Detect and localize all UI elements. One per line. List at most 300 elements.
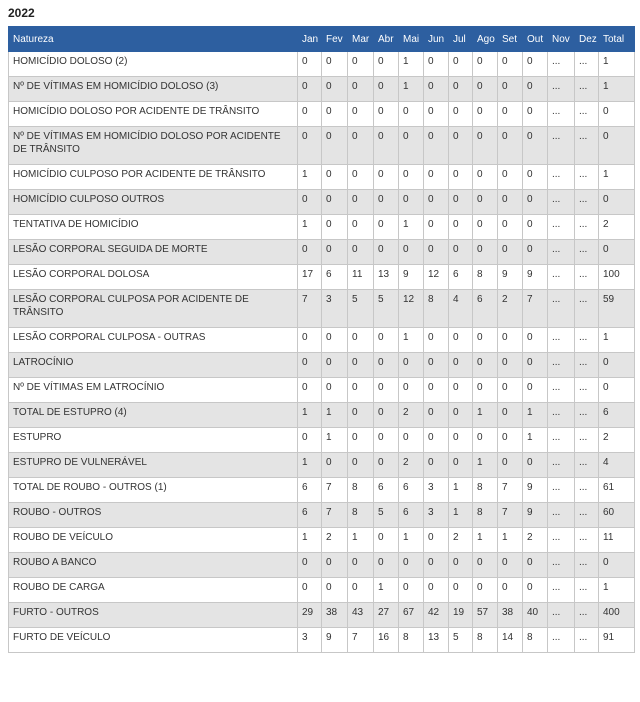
row-label: LESÃO CORPORAL CULPOSA POR ACIDENTE DE TRÂNSITO — [9, 290, 298, 328]
value-cell: 0 — [348, 453, 374, 478]
value-cell: 0 — [449, 378, 473, 403]
value-cell: 0 — [473, 428, 498, 453]
value-cell: 0 — [449, 240, 473, 265]
row-label: HOMICÍDIO DOLOSO POR ACIDENTE DE TRÂNSITO — [9, 102, 298, 127]
value-cell: 0 — [374, 77, 399, 102]
value-cell: 3 — [424, 478, 449, 503]
value-cell: 0 — [298, 77, 322, 102]
value-cell: 0 — [399, 378, 424, 403]
value-cell: 0 — [322, 102, 348, 127]
value-cell: 0 — [374, 102, 399, 127]
value-cell: 0 — [424, 578, 449, 603]
value-cell: 0 — [498, 240, 523, 265]
value-cell: ... — [575, 190, 599, 215]
value-cell: 2 — [449, 528, 473, 553]
row-label: HOMICÍDIO DOLOSO (2) — [9, 52, 298, 77]
value-cell: 0 — [449, 403, 473, 428]
value-cell: 100 — [599, 265, 635, 290]
table-row — [9, 353, 635, 378]
value-cell: 2 — [523, 528, 548, 553]
value-cell: 0 — [473, 77, 498, 102]
value-cell: 1 — [298, 453, 322, 478]
value-cell: 13 — [374, 265, 399, 290]
value-cell: 0 — [322, 215, 348, 240]
value-cell: 0 — [424, 52, 449, 77]
value-cell: 0 — [523, 77, 548, 102]
value-cell: ... — [575, 528, 599, 553]
value-cell: 57 — [473, 603, 498, 628]
value-cell: 0 — [322, 240, 348, 265]
column-header: Total — [599, 27, 635, 52]
value-cell: 2 — [599, 428, 635, 453]
value-cell: 59 — [599, 290, 635, 328]
value-cell: 0 — [424, 215, 449, 240]
value-cell: 0 — [523, 378, 548, 403]
table-row — [9, 190, 635, 215]
value-cell: 8 — [399, 628, 424, 653]
value-cell: 7 — [498, 478, 523, 503]
table-row — [9, 403, 635, 428]
value-cell: 0 — [473, 378, 498, 403]
column-header: Jan — [298, 27, 322, 52]
value-cell: 4 — [449, 290, 473, 328]
value-cell: 1 — [298, 528, 322, 553]
value-cell: 5 — [449, 628, 473, 653]
value-cell: 11 — [599, 528, 635, 553]
value-cell: 1 — [399, 52, 424, 77]
value-cell: 2 — [399, 403, 424, 428]
value-cell: ... — [548, 403, 575, 428]
value-cell: 0 — [523, 578, 548, 603]
value-cell: 7 — [322, 503, 348, 528]
value-cell: 0 — [322, 453, 348, 478]
value-cell: 1 — [449, 478, 473, 503]
value-cell: 0 — [449, 102, 473, 127]
value-cell: ... — [548, 240, 575, 265]
value-cell: 0 — [473, 52, 498, 77]
column-header: Abr — [374, 27, 399, 52]
value-cell: 0 — [399, 428, 424, 453]
value-cell: 0 — [322, 77, 348, 102]
value-cell: 0 — [523, 328, 548, 353]
value-cell: 67 — [399, 603, 424, 628]
value-cell: 0 — [348, 553, 374, 578]
value-cell: ... — [548, 628, 575, 653]
value-cell: ... — [548, 553, 575, 578]
table-row — [9, 503, 635, 528]
value-cell: ... — [548, 578, 575, 603]
column-header: Fev — [322, 27, 348, 52]
value-cell: 12 — [399, 290, 424, 328]
value-cell: ... — [575, 503, 599, 528]
value-cell: 0 — [374, 240, 399, 265]
value-cell: 0 — [374, 528, 399, 553]
value-cell: 0 — [298, 428, 322, 453]
value-cell: 2 — [399, 453, 424, 478]
value-cell: 0 — [322, 353, 348, 378]
value-cell: 9 — [523, 478, 548, 503]
value-cell: 1 — [298, 215, 322, 240]
row-label: FURTO - OUTROS — [9, 603, 298, 628]
value-cell: ... — [575, 102, 599, 127]
value-cell: 1 — [399, 215, 424, 240]
value-cell: 0 — [424, 328, 449, 353]
row-label: ROUBO DE CARGA — [9, 578, 298, 603]
value-cell: 0 — [498, 127, 523, 165]
value-cell: 0 — [322, 378, 348, 403]
value-cell: 7 — [298, 290, 322, 328]
value-cell: 0 — [348, 77, 374, 102]
value-cell: 1 — [322, 428, 348, 453]
value-cell: 0 — [298, 190, 322, 215]
value-cell: 0 — [322, 165, 348, 190]
row-label: ROUBO - OUTROS — [9, 503, 298, 528]
value-cell: 6 — [298, 503, 322, 528]
year-title: 2022 — [8, 6, 35, 20]
value-cell: 0 — [424, 127, 449, 165]
value-cell: 19 — [449, 603, 473, 628]
value-cell: 0 — [449, 165, 473, 190]
value-cell: 0 — [424, 378, 449, 403]
value-cell: 0 — [498, 403, 523, 428]
value-cell: ... — [575, 165, 599, 190]
value-cell: 9 — [523, 503, 548, 528]
value-cell: 7 — [523, 290, 548, 328]
value-cell: 9 — [523, 265, 548, 290]
value-cell: ... — [548, 127, 575, 165]
value-cell: ... — [575, 603, 599, 628]
value-cell: ... — [575, 378, 599, 403]
value-cell: ... — [575, 403, 599, 428]
value-cell: 9 — [498, 265, 523, 290]
value-cell: 0 — [498, 77, 523, 102]
value-cell: 1 — [449, 503, 473, 528]
value-cell: 0 — [449, 353, 473, 378]
value-cell: 0 — [523, 215, 548, 240]
value-cell: ... — [575, 265, 599, 290]
value-cell: 0 — [473, 165, 498, 190]
value-cell: 0 — [298, 127, 322, 165]
value-cell: 0 — [473, 328, 498, 353]
value-cell: 0 — [599, 127, 635, 165]
value-cell: 1 — [322, 403, 348, 428]
value-cell: 0 — [374, 328, 399, 353]
value-cell: 0 — [348, 353, 374, 378]
value-cell: 1 — [298, 403, 322, 428]
value-cell: 7 — [348, 628, 374, 653]
value-cell: 6 — [473, 290, 498, 328]
value-cell: 1 — [399, 77, 424, 102]
value-cell: 1 — [523, 403, 548, 428]
value-cell: 43 — [348, 603, 374, 628]
column-header: Jul — [449, 27, 473, 52]
value-cell: 5 — [348, 290, 374, 328]
value-cell: 0 — [322, 328, 348, 353]
value-cell: 1 — [599, 52, 635, 77]
value-cell: 13 — [424, 628, 449, 653]
row-label: ROUBO DE VEÍCULO — [9, 528, 298, 553]
table-row — [9, 453, 635, 478]
value-cell: 8 — [523, 628, 548, 653]
value-cell: 1 — [473, 453, 498, 478]
value-cell: 0 — [322, 190, 348, 215]
value-cell: 0 — [599, 353, 635, 378]
value-cell: 8 — [424, 290, 449, 328]
value-cell: 0 — [424, 102, 449, 127]
table-row — [9, 478, 635, 503]
value-cell: 27 — [374, 603, 399, 628]
table-row — [9, 628, 635, 653]
value-cell: ... — [548, 453, 575, 478]
value-cell: ... — [548, 603, 575, 628]
value-cell: 0 — [424, 428, 449, 453]
value-cell: 0 — [298, 328, 322, 353]
value-cell: 0 — [322, 578, 348, 603]
value-cell: 0 — [449, 215, 473, 240]
value-cell: 0 — [374, 165, 399, 190]
value-cell: 0 — [424, 77, 449, 102]
value-cell: ... — [575, 478, 599, 503]
column-header: Dez — [575, 27, 599, 52]
value-cell: 12 — [424, 265, 449, 290]
value-cell: 0 — [348, 578, 374, 603]
value-cell: ... — [548, 353, 575, 378]
value-cell: 0 — [348, 165, 374, 190]
value-cell: 0 — [449, 52, 473, 77]
value-cell: 6 — [298, 478, 322, 503]
value-cell: 1 — [374, 578, 399, 603]
table-row — [9, 578, 635, 603]
value-cell: 3 — [424, 503, 449, 528]
row-label: Nº DE VÍTIMAS EM HOMICÍDIO DOLOSO POR ACIDENTE DE TRÂNSITO — [9, 127, 298, 165]
row-label: LESÃO CORPORAL CULPOSA - OUTRAS — [9, 328, 298, 353]
value-cell: 0 — [498, 215, 523, 240]
table-row — [9, 165, 635, 190]
row-label: HOMICÍDIO CULPOSO OUTROS — [9, 190, 298, 215]
value-cell: 0 — [599, 190, 635, 215]
value-cell: 0 — [374, 403, 399, 428]
value-cell: 0 — [473, 240, 498, 265]
table-row — [9, 240, 635, 265]
value-cell: 0 — [473, 102, 498, 127]
table-row — [9, 290, 635, 328]
value-cell: 0 — [374, 215, 399, 240]
value-cell: 0 — [523, 165, 548, 190]
value-cell: ... — [548, 165, 575, 190]
value-cell: 1 — [599, 578, 635, 603]
value-cell: 0 — [399, 190, 424, 215]
value-cell: ... — [575, 127, 599, 165]
value-cell: 0 — [523, 553, 548, 578]
value-cell: 0 — [298, 378, 322, 403]
value-cell: 0 — [298, 102, 322, 127]
value-cell: 0 — [322, 52, 348, 77]
value-cell: 0 — [498, 353, 523, 378]
value-cell: 0 — [399, 102, 424, 127]
value-cell: 0 — [473, 353, 498, 378]
value-cell: 8 — [348, 478, 374, 503]
value-cell: ... — [575, 52, 599, 77]
value-cell: 5 — [374, 290, 399, 328]
value-cell: 0 — [424, 190, 449, 215]
value-cell: ... — [575, 553, 599, 578]
row-label: Nº DE VÍTIMAS EM LATROCÍNIO — [9, 378, 298, 403]
value-cell: 3 — [298, 628, 322, 653]
value-cell: 0 — [399, 578, 424, 603]
value-cell: 0 — [599, 240, 635, 265]
value-cell: 29 — [298, 603, 322, 628]
value-cell: 9 — [399, 265, 424, 290]
value-cell: 1 — [498, 528, 523, 553]
value-cell: 8 — [473, 628, 498, 653]
value-cell: ... — [575, 628, 599, 653]
value-cell: 0 — [374, 353, 399, 378]
value-cell: ... — [548, 478, 575, 503]
value-cell: 1 — [348, 528, 374, 553]
value-cell: 0 — [348, 328, 374, 353]
value-cell: 0 — [523, 353, 548, 378]
value-cell: 0 — [473, 127, 498, 165]
column-header: Set — [498, 27, 523, 52]
column-header: Out — [523, 27, 548, 52]
value-cell: 0 — [399, 127, 424, 165]
table-row — [9, 52, 635, 77]
value-cell: 0 — [374, 453, 399, 478]
value-cell: 0 — [498, 453, 523, 478]
value-cell: 8 — [473, 265, 498, 290]
value-cell: ... — [548, 503, 575, 528]
value-cell: 0 — [498, 190, 523, 215]
value-cell: 0 — [374, 190, 399, 215]
row-label: Nº DE VÍTIMAS EM HOMICÍDIO DOLOSO (3) — [9, 77, 298, 102]
row-label: FURTO DE VEÍCULO — [9, 628, 298, 653]
value-cell: 0 — [374, 553, 399, 578]
value-cell: 0 — [449, 453, 473, 478]
column-header: Jun — [424, 27, 449, 52]
value-cell: 0 — [374, 428, 399, 453]
value-cell: 0 — [523, 453, 548, 478]
value-cell: ... — [548, 215, 575, 240]
value-cell: 0 — [399, 353, 424, 378]
value-cell: 7 — [498, 503, 523, 528]
row-label: LESÃO CORPORAL DOLOSA — [9, 265, 298, 290]
table-row — [9, 603, 635, 628]
value-cell: 0 — [498, 578, 523, 603]
value-cell: 11 — [348, 265, 374, 290]
value-cell: 0 — [449, 553, 473, 578]
header-row — [9, 27, 635, 52]
value-cell: ... — [548, 52, 575, 77]
value-cell: 0 — [498, 102, 523, 127]
row-label: TOTAL DE ESTUPRO (4) — [9, 403, 298, 428]
value-cell: 0 — [348, 428, 374, 453]
column-header: Nov — [548, 27, 575, 52]
row-label: ESTUPRO — [9, 428, 298, 453]
value-cell: 38 — [498, 603, 523, 628]
value-cell: ... — [548, 102, 575, 127]
value-cell: 14 — [498, 628, 523, 653]
value-cell: 0 — [473, 190, 498, 215]
value-cell: 17 — [298, 265, 322, 290]
value-cell: ... — [548, 190, 575, 215]
value-cell: 0 — [473, 215, 498, 240]
value-cell: 0 — [348, 215, 374, 240]
column-header: Mai — [399, 27, 424, 52]
value-cell: 0 — [449, 428, 473, 453]
value-cell: 91 — [599, 628, 635, 653]
value-cell: 0 — [473, 578, 498, 603]
value-cell: 1 — [523, 428, 548, 453]
value-cell: 1 — [599, 328, 635, 353]
value-cell: 1 — [399, 328, 424, 353]
value-cell: 0 — [449, 127, 473, 165]
value-cell: 0 — [449, 190, 473, 215]
value-cell: 0 — [498, 165, 523, 190]
value-cell: 0 — [374, 127, 399, 165]
value-cell: 400 — [599, 603, 635, 628]
value-cell: 5 — [374, 503, 399, 528]
value-cell: ... — [575, 428, 599, 453]
value-cell: 0 — [399, 553, 424, 578]
value-cell: 6 — [374, 478, 399, 503]
table-row — [9, 102, 635, 127]
value-cell: ... — [548, 290, 575, 328]
value-cell: 16 — [374, 628, 399, 653]
value-cell: 6 — [449, 265, 473, 290]
value-cell: ... — [575, 77, 599, 102]
value-cell: 60 — [599, 503, 635, 528]
value-cell: 1 — [473, 528, 498, 553]
value-cell: 1 — [599, 77, 635, 102]
value-cell: 0 — [498, 553, 523, 578]
value-cell: 0 — [322, 127, 348, 165]
value-cell: 0 — [523, 127, 548, 165]
value-cell: 0 — [523, 52, 548, 77]
value-cell: ... — [575, 453, 599, 478]
value-cell: 0 — [348, 127, 374, 165]
value-cell: 0 — [424, 240, 449, 265]
value-cell: 2 — [498, 290, 523, 328]
table-row — [9, 265, 635, 290]
table-row — [9, 215, 635, 240]
value-cell: 8 — [473, 503, 498, 528]
value-cell: 0 — [424, 165, 449, 190]
table-row — [9, 528, 635, 553]
value-cell: 0 — [298, 353, 322, 378]
value-cell: ... — [548, 265, 575, 290]
value-cell: 0 — [523, 240, 548, 265]
value-cell: ... — [548, 528, 575, 553]
row-label: LATROCÍNIO — [9, 353, 298, 378]
value-cell: ... — [575, 240, 599, 265]
value-cell: 2 — [322, 528, 348, 553]
column-header: Ago — [473, 27, 498, 52]
value-cell: 0 — [298, 578, 322, 603]
row-label: TOTAL DE ROUBO - OUTROS (1) — [9, 478, 298, 503]
value-cell: ... — [548, 328, 575, 353]
value-cell: 0 — [399, 240, 424, 265]
table-row — [9, 328, 635, 353]
value-cell: ... — [575, 578, 599, 603]
value-cell: 8 — [348, 503, 374, 528]
value-cell: 0 — [424, 528, 449, 553]
value-cell: 8 — [473, 478, 498, 503]
value-cell: 0 — [449, 328, 473, 353]
row-label: TENTATIVA DE HOMICÍDIO — [9, 215, 298, 240]
value-cell: 0 — [348, 52, 374, 77]
value-cell: 0 — [424, 453, 449, 478]
value-cell: 9 — [322, 628, 348, 653]
